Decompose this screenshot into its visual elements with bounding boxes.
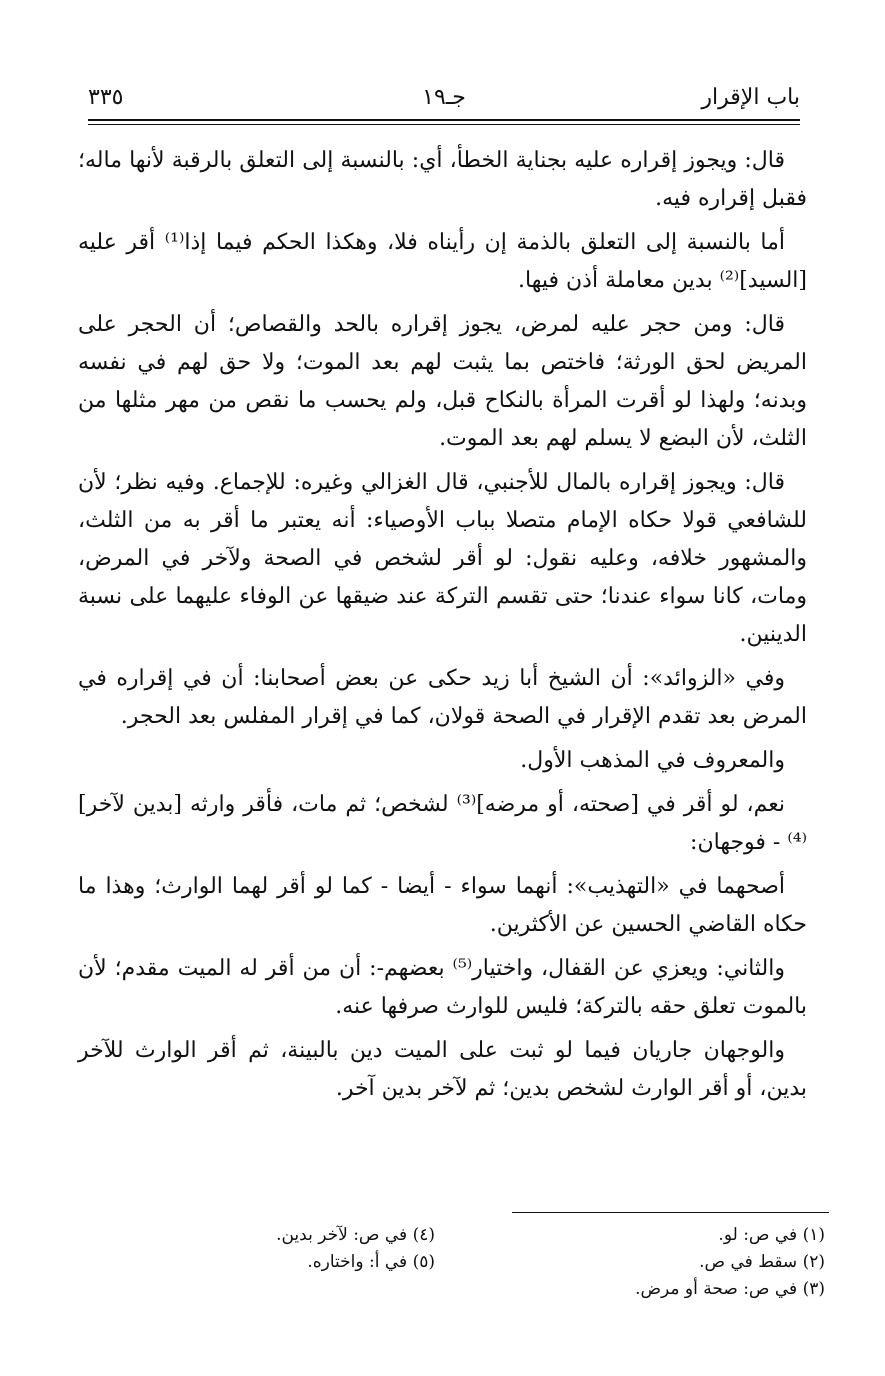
paragraph: والوجهان جاريان فيما لو ثبت على الميت دين بالبينة، ثم أقر الوارث للآخر بدين، أو أقر الوارث لشخص بدين؛ ثم لآخر بدين آخر. [78,1038,807,1101]
paragraph: أما بالنسبة إلى التعلق بالذمة إن رأيناه فلا، وهكذا الحكم فيما إذا⁽¹⁾ أقر عليه [السيد]⁽²⁾ بدين معاملة أذن فيها. [78,230,807,293]
footnote-4: (٤) في ص: لآخر بدين. [276,1225,435,1245]
paragraph: قال: ويجوز إقراره عليه بجناية الخطأ، أي: بالنسبة إلى التعلق بالرقبة لأنها ماله؛ فقبل إقراره فيه. [78,148,807,211]
running-header [88,80,800,116]
chapter-title: باب الإقرار [701,85,800,110]
footnote-1: (١) في ص: لو. [718,1225,825,1245]
footnote-column-left [75,1222,435,1276]
paragraph: قال: ومن حجر عليه لمرض، يجوز إقراره بالحد والقصاص؛ أن الحجر على المريض لحق الورثة؛ فاختص بما يثبت لهم بعد الموت؛ ولا حق لهم في نفسه وبدنه؛ ولهذا لو أقرت المرأة بالنكاح قبل، ولم يحسب ما نقص من مهر مثلها من الثلث، لأن البضع لا يسلم لهم بعد الموت. [78,312,807,451]
paragraph: والثاني: ويعزي عن القفال، واختيار⁽⁵⁾ بعضهم-: أن من أقر له الميت مقدم؛ لأن بالموت تعلق حقه بالتركة؛ فليس للوارث صرفها عنه. [78,956,807,1019]
paragraph: أصحهما في «التهذيب»: أنهما سواء - أيضا - كما لو أقر لهما الوارث؛ وهذا ما حكاه القاضي الحسين عن الأكثرين. [78,874,807,937]
paragraph: والمعروف في المذهب الأول. [520,748,785,773]
main-text [78,142,807,1114]
volume-label: جـ١٩ [422,85,466,110]
header-rule-thick [88,119,800,121]
header-rule-thin [88,124,800,125]
paragraph: وفي «الزوائد»: أن الشيخ أبا زيد حكى عن بعض أصحابنا: أن في إقراره في المرض بعد تقدم الإقرار في الصحة قولان، كما في إقرار المفلس بعد الحجر. [78,666,807,729]
footnote-3: (٣) في ص: صحة أو مرض. [635,1279,825,1299]
footnote-column-right [465,1222,825,1303]
page-number: ٣٣٥ [88,85,124,110]
footnote-2: (٢) سقط في ص. [699,1252,825,1272]
paragraph: نعم، لو أقر في [صحته، أو مرضه]⁽³⁾ لشخص؛ ثم مات، فأقر وارثه [بدين لآخر]⁽⁴⁾ - فوجهان: [78,792,807,855]
footnote-5: (٥) في أ: واختاره. [307,1252,435,1272]
paragraph: قال: ويجوز إقراره بالمال للأجنبي، قال الغزالي وغيره: للإجماع. وفيه نظر؛ لأن للشافعي قولا حكاه الإمام متصلا بباب الأوصياء: أنه يعتبر ما أقر به من الثلث، والمشهور خلافه، وعليه نقول: لو أقر لشخص في الصحة ولآخر في المرض، ومات، كانا سواء عندنا؛ حتى تقسم التركة عند ضيقها عن الوفاء عليهما على نسبة الدينين. [78,470,807,647]
footnote-separator [512,1212,829,1213]
